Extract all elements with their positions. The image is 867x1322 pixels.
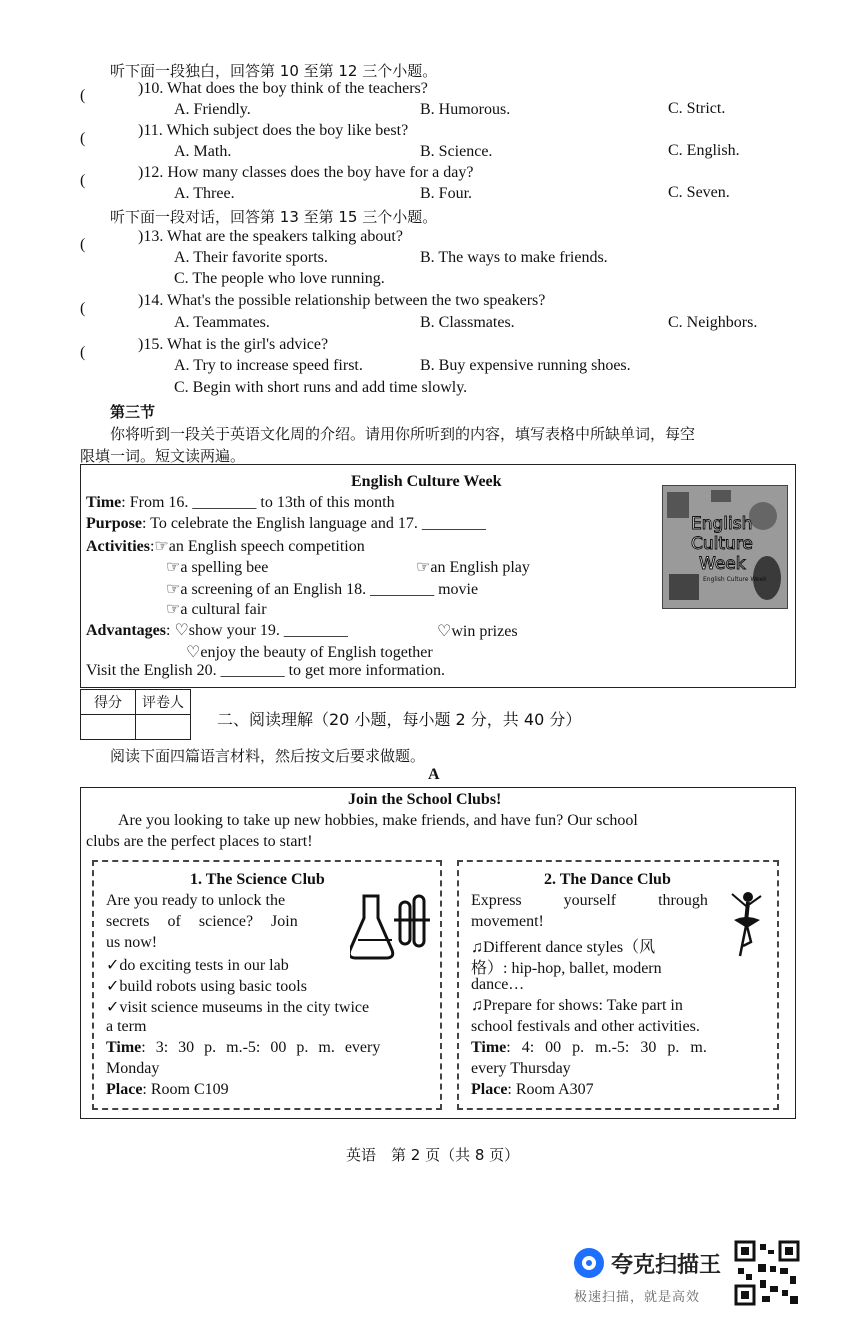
dance-line-4: 格）: hip-hop, ballet, modern bbox=[471, 960, 662, 977]
option-13b: B. The ways to make friends. bbox=[420, 249, 608, 266]
option-11c: C. English. bbox=[668, 142, 740, 159]
score-cell bbox=[81, 715, 136, 740]
option-10c: C. Strict. bbox=[668, 100, 726, 117]
question-15: )15. What is the girl's advice? bbox=[138, 336, 329, 353]
option-14b: B. Classmates. bbox=[420, 314, 515, 331]
poster-word-english: English bbox=[691, 514, 753, 534]
culture-advantages: Advantages: ♡show your 19. ________ bbox=[86, 622, 348, 639]
dance-line-3: ♫Different dance styles（风 bbox=[471, 939, 656, 956]
page-footer: 英语 第 2 页（共 8 页） bbox=[346, 1146, 520, 1164]
clubs-intro-2: clubs are the perfect places to start! bbox=[86, 833, 313, 850]
option-14c: C. Neighbors. bbox=[668, 314, 758, 331]
culture-week-poster bbox=[662, 485, 788, 609]
answer-paren-15: ( bbox=[80, 344, 86, 361]
dance-line-6: ♫Prepare for shows: Take part in bbox=[471, 997, 683, 1014]
option-11b: B. Science. bbox=[420, 143, 493, 160]
option-15c: C. Begin with short runs and add time slowly. bbox=[174, 379, 468, 396]
dance-line-2: movement! bbox=[471, 913, 544, 930]
advantage-enjoy-beauty: ♡enjoy the beauty of English together bbox=[186, 644, 433, 661]
science-line-4: ✓do exciting tests in our lab bbox=[106, 957, 289, 974]
poster-word-culture: Culture bbox=[691, 534, 753, 554]
scanner-slogan: 极速扫描，就是高效 bbox=[574, 1290, 701, 1305]
qr-code-icon bbox=[734, 1240, 800, 1306]
activity-spelling-bee: ☞a spelling bee bbox=[166, 559, 269, 576]
dance-line-1: Express yourself through bbox=[471, 892, 708, 909]
culture-purpose: Purpose: To celebrate the English language and 17. ________ bbox=[86, 515, 486, 532]
question-12: )12. How many classes does the boy have for a day? bbox=[138, 164, 474, 181]
option-12b: B. Four. bbox=[420, 185, 473, 202]
science-place: Place: Room C109 bbox=[106, 1081, 229, 1098]
scanner-logo-icon bbox=[574, 1248, 604, 1278]
option-12a: A. Three. bbox=[174, 185, 235, 202]
part2-instruction: 阅读下面四篇语言材料，然后按文后要求做题。 bbox=[110, 747, 426, 765]
option-10b: B. Humorous. bbox=[420, 101, 511, 118]
score-label: 得分 bbox=[81, 690, 136, 715]
science-line-7: a term bbox=[106, 1018, 147, 1035]
answer-paren-13: ( bbox=[80, 236, 86, 253]
science-time: Time: 3: 30 p. m.-5: 00 p. m. every bbox=[106, 1039, 381, 1056]
option-15b: B. Buy expensive running shoes. bbox=[420, 357, 631, 374]
science-line-5: ✓build robots using basic tools bbox=[106, 978, 307, 995]
culture-visit: Visit the English 20. ________ to get more information. bbox=[86, 662, 445, 679]
option-10a: A. Friendly. bbox=[174, 101, 251, 118]
section3-instruction-1: 你将听到一段关于英语文化周的介绍。请用你所听到的内容，填写表格中所缺单词，每空 bbox=[110, 425, 696, 443]
option-15a: A. Try to increase speed first. bbox=[174, 357, 363, 374]
question-10: )10. What does the boy think of the teachers? bbox=[138, 80, 428, 97]
clubs-title: Join the School Clubs! bbox=[348, 791, 502, 808]
dance-time-day: every Thursday bbox=[471, 1060, 571, 1077]
section3-title: 第三节 bbox=[110, 403, 156, 421]
science-time-day: Monday bbox=[106, 1060, 160, 1077]
ballet-dancer-icon bbox=[726, 890, 766, 960]
poster-word-week: Week bbox=[699, 554, 746, 574]
option-13c: C. The people who love running. bbox=[174, 270, 385, 287]
option-14a: A. Teammates. bbox=[174, 314, 270, 331]
question-13: )13. What are the speakers talking about? bbox=[138, 228, 403, 245]
grader-cell bbox=[136, 715, 191, 740]
section3-instruction-2: 限填一词。短文读两遍。 bbox=[80, 447, 246, 465]
dance-line-7: school festivals and other activities. bbox=[471, 1018, 700, 1035]
activity-english-play: ☞an English play bbox=[416, 559, 530, 576]
option-12c: C. Seven. bbox=[668, 184, 730, 201]
part2-heading: 二、阅读理解（20 小题，每小题 2 分，共 40 分） bbox=[217, 710, 582, 729]
scanner-brand: 夸克扫描王 bbox=[611, 1253, 722, 1278]
science-line-3: us now! bbox=[106, 934, 158, 951]
culture-time: Time: From 16. ________ to 13th of this month bbox=[86, 494, 395, 511]
culture-week-title: English Culture Week bbox=[351, 473, 502, 490]
poster-small-caption: English Culture Week bbox=[703, 576, 767, 583]
dialogue-instruction: 听下面一段对话，回答第 13 至第 15 三个小题。 bbox=[110, 208, 438, 226]
activity-cultural-fair: ☞a cultural fair bbox=[166, 601, 267, 618]
clubs-intro-1: Are you looking to take up new hobbies, make friends, and have fun? Our school bbox=[118, 812, 638, 829]
advantage-win-prizes: ♡win prizes bbox=[437, 623, 518, 640]
score-table bbox=[80, 689, 191, 740]
question-11: )11. Which subject does the boy like best? bbox=[138, 122, 409, 139]
answer-paren-10: ( bbox=[80, 87, 86, 104]
answer-paren-12: ( bbox=[80, 172, 86, 189]
answer-paren-11: ( bbox=[80, 130, 86, 147]
lab-flask-icon bbox=[350, 892, 432, 964]
answer-paren-14: ( bbox=[80, 300, 86, 317]
dance-line-5: dance… bbox=[471, 976, 525, 993]
grader-label: 评卷人 bbox=[136, 690, 191, 715]
science-line-6: ✓visit science museums in the city twice bbox=[106, 999, 370, 1016]
option-13a: A. Their favorite sports. bbox=[174, 249, 328, 266]
dance-time: Time: 4: 00 p. m.-5: 30 p. m. bbox=[471, 1039, 707, 1056]
science-line-1: Are you ready to unlock the bbox=[106, 892, 286, 909]
activity-movie-screening: ☞a screening of an English 18. ________ movie bbox=[166, 581, 479, 598]
science-line-2: secrets of science? Join bbox=[106, 913, 298, 930]
passage-letter: A bbox=[428, 766, 440, 783]
monologue-instruction: 听下面一段独白，回答第 10 至第 12 三个小题。 bbox=[110, 62, 438, 80]
question-14: )14. What's the possible relationship between the two speakers? bbox=[138, 292, 546, 309]
science-club-title: 1. The Science Club bbox=[190, 871, 325, 888]
dance-place: Place: Room A307 bbox=[471, 1081, 594, 1098]
option-11a: A. Math. bbox=[174, 143, 232, 160]
dance-club-title: 2. The Dance Club bbox=[544, 871, 671, 888]
culture-activities: Activities:☞an English speech competition bbox=[86, 538, 365, 555]
